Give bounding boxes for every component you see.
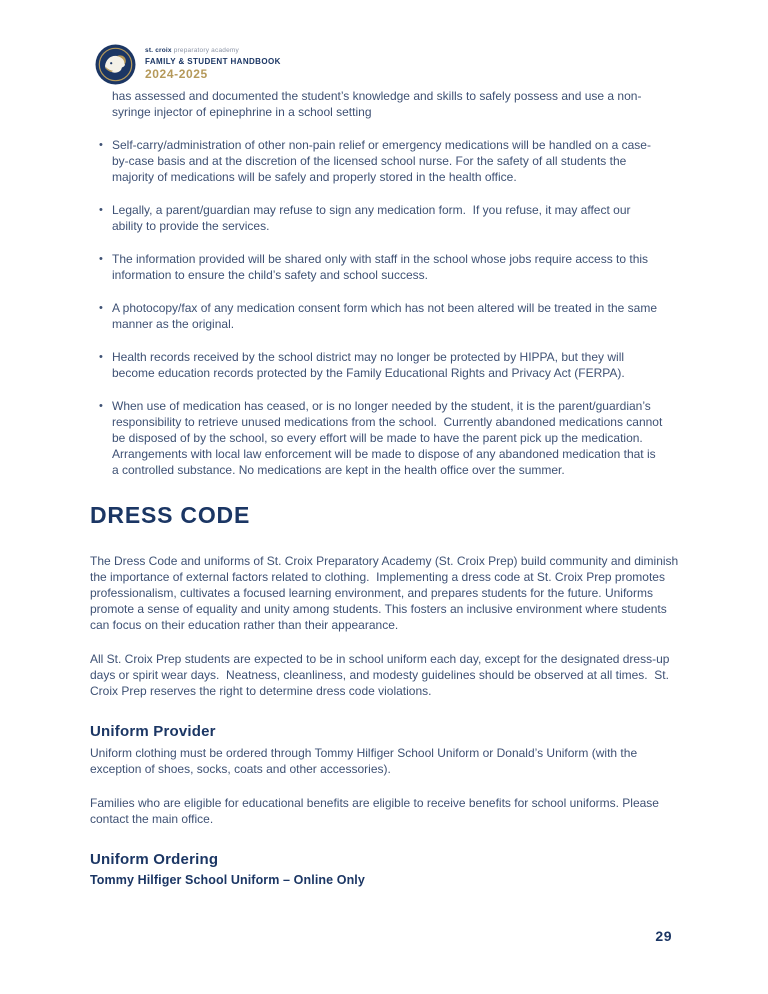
- medication-intro-paragraph: has assessed and documented the student’s knowledge and skills to safely possess and use a non-syringe injector of epinephrine in a school setting: [112, 89, 642, 119]
- dress-code-paragraph-1: The Dress Code and uniforms of St. Croix Preparatory Academy (St. Croix Prep) build community and diminish the importance of external factors related to clothing. Implementing a dress code at St. Croix Prep promotes professionalism, cultivates a focused learning environment, and prepares students for the future. Uniforms promote a sense of equality and unity among students. This fosters an inclusive environment where students can focus on their education rather than their appearance.: [90, 554, 682, 632]
- uniform-provider-heading: Uniform Provider: [90, 723, 216, 740]
- school-name-rest: preparatory academy: [171, 47, 239, 55]
- medication-bullet-unused-medication: • When use of medication has ceased, or is no longer needed by the student, it is the parent/guardian’s responsibility to retrieve unused medications from the school. Currently abandoned medications cannot be disposed of by the school, so every effort will be made to have the parent pick up the medication. Arrangements with local law enforcement will be made to dispose of any abandoned medication that is a controlled substance. No medications are kept in the health office over the summer.: [90, 398, 664, 478]
- handbook-year: 2024-2025: [145, 66, 208, 81]
- page-header: [95, 44, 281, 85]
- uniform-ordering-subheading: Tommy Hilfiger School Uniform – Online Only: [90, 873, 365, 887]
- handbook-title: FAMILY & STUDENT HANDBOOK: [145, 56, 281, 66]
- dress-code-paragraph-2: All St. Croix Prep students are expected to be in school uniform each day, except for the designated dress-up days or spirit wear days. Neatness, cleanliness, and modesty guidelines should be observed at all times. St. Croix Prep reserves the right to determine dress code violations.: [90, 652, 673, 698]
- school-seal-lion-icon: [95, 44, 136, 85]
- uniform-provider-paragraph-1: Uniform clothing must be ordered through Tommy Hilfiger School Uniform or Donald’s Uniform (with the exception of shoes, socks, coats and other accessories).: [90, 746, 641, 776]
- school-name-bold: st. croix: [145, 47, 172, 55]
- medication-bullet-health-records: • Health records received by the school district may no longer be protected by HIPPA, but they will become education records protected by the Family Educational Rights and Privacy Act (FERPA).: [90, 349, 664, 381]
- medication-bullet-refusal: • Legally, a parent/guardian may refuse to sign any medication form. If you refuse, it may affect our ability to provide the services.: [90, 202, 664, 234]
- uniform-provider-paragraph-2: Families who are eligible for educational benefits are eligible to receive benefits for school uniforms. Please contact the main office.: [90, 796, 663, 826]
- medication-bullet-self-carry: • Self-carry/administration of other non-pain relief or emergency medications will be handled on a case-by-case basis and at the discretion of the licensed school nurse. For the safety of all students the majority of medications will be safely and properly stored in the health office.: [90, 137, 664, 185]
- medication-bullet-list: [90, 137, 664, 478]
- page-content: [90, 88, 682, 887]
- page-number: 29: [655, 928, 672, 944]
- header-text-block: [145, 47, 281, 81]
- school-name: [145, 47, 281, 54]
- medication-bullet-information-sharing: • The information provided will be shared only with staff in the school whose jobs require access to this information to ensure the child’s safety and school success.: [90, 251, 664, 283]
- uniform-ordering-heading: Uniform Ordering: [90, 851, 219, 868]
- dress-code-heading: DRESS CODE: [90, 502, 251, 528]
- medication-bullet-photocopy: • A photocopy/fax of any medication consent form which has not been altered will be treated in the same manner as the original.: [90, 300, 664, 332]
